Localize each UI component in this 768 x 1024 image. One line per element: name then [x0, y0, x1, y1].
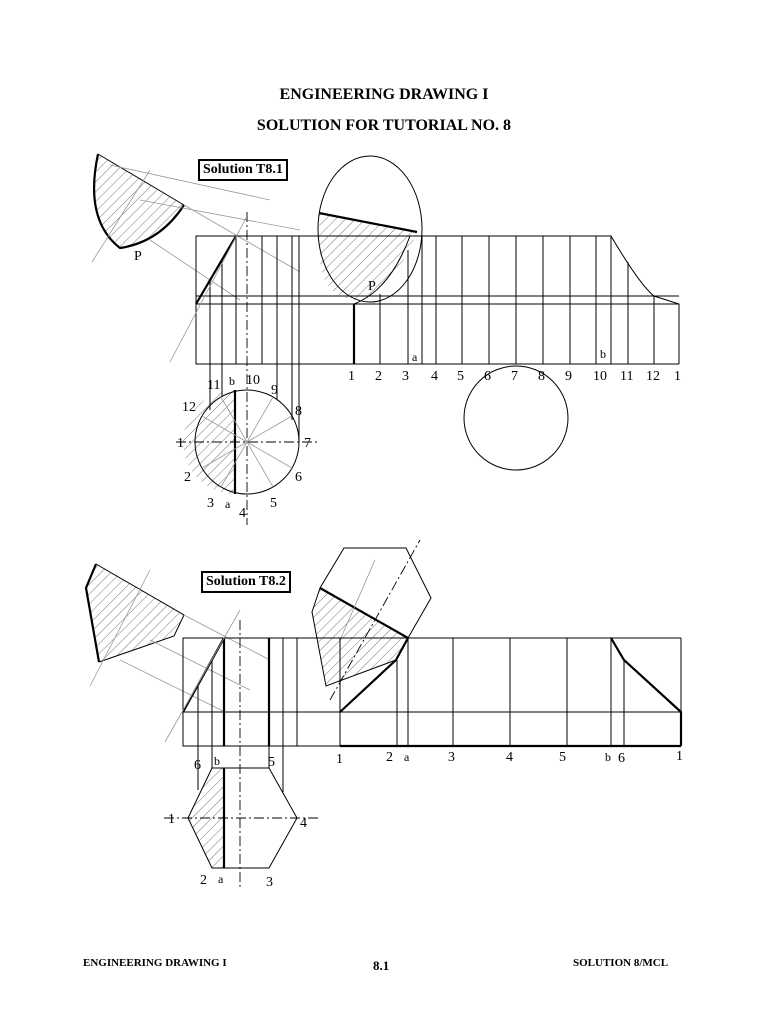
dev1-label-10: 10: [593, 369, 607, 384]
circle-label-10: 10: [246, 373, 260, 388]
dev1-point-a: a: [412, 350, 418, 364]
footer-right: SOLUTION 8/MCL: [573, 957, 669, 969]
circle-label-6: 6: [295, 470, 302, 485]
t8-1-top-view-circle: [176, 364, 318, 521]
solution-t8-2-label: Solution T8.2: [201, 571, 291, 593]
circle-point-a: a: [225, 497, 231, 511]
dev2-label-6: 6: [618, 751, 625, 766]
hex-label-2: 2: [200, 873, 207, 888]
dev1-label-3: 3: [402, 369, 409, 384]
t8-2-top-view-hexagon: [164, 746, 318, 890]
dev2-label-3: 3: [448, 750, 455, 765]
section-label-p2: P: [368, 279, 376, 294]
header-subtitle: SOLUTION FOR TUTORIAL NO. 8: [256, 117, 512, 134]
circle-label-9: 9: [271, 383, 278, 398]
hex-label-4: 4: [300, 816, 307, 831]
dev1-label-5: 5: [457, 369, 464, 384]
hex-point-a: a: [218, 872, 224, 886]
circle-label-5: 5: [270, 496, 277, 511]
t8-2-front-view: [165, 610, 297, 890]
circle-label-4: 4: [239, 506, 246, 521]
dev1-label-4: 4: [431, 369, 438, 384]
dev2-point-a: a: [404, 750, 410, 764]
dev1-label-12: 12: [646, 369, 660, 384]
circle-label-11: 11: [207, 378, 221, 393]
dev1-label-6: 6: [484, 369, 491, 384]
circle-label-8: 8: [295, 404, 302, 419]
dev1-label-8: 8: [538, 369, 545, 384]
dev2-label-2: 2: [386, 750, 393, 765]
circle-label-12: 12: [182, 400, 196, 415]
dev1-point-b: b: [600, 347, 606, 361]
header-title: ENGINEERING DRAWING I: [279, 86, 489, 103]
hex-point-b: b: [214, 754, 220, 768]
section-label-p1: P: [134, 249, 142, 264]
hex-label-6: 6: [194, 758, 201, 773]
hex-label-3: 3: [266, 875, 273, 890]
t8-2-true-shape-top: [312, 540, 431, 700]
dev1-label-7: 7: [511, 369, 518, 384]
dev1-label-2: 2: [375, 369, 382, 384]
footer-left: ENGINEERING DRAWING I: [83, 957, 227, 969]
dev2-label-1: 1: [336, 752, 343, 767]
circle-label-1: 1: [177, 436, 184, 451]
dev1-label-11: 11: [620, 369, 634, 384]
dev1-label-1: 1: [348, 369, 355, 384]
solution-t8-1-label: Solution T8.1: [198, 159, 288, 181]
hex-label-1: 1: [168, 812, 175, 827]
circle-point-b: b: [229, 374, 235, 388]
dev2-label-1-end: 1: [676, 749, 683, 764]
circle-label-2: 2: [184, 470, 191, 485]
hex-label-5: 5: [268, 755, 275, 770]
footer-page-number: 8.1: [373, 958, 390, 973]
circle-label-7: 7: [304, 436, 311, 451]
dev1-label-1-end: 1: [674, 369, 681, 384]
t8-1-true-shape-top: [318, 156, 422, 302]
dev2-point-b: b: [605, 750, 611, 764]
circle-label-3: 3: [207, 496, 214, 511]
dev2-label-4: 4: [506, 750, 513, 765]
dev1-label-9: 9: [565, 369, 572, 384]
dev2-label-5: 5: [559, 750, 566, 765]
